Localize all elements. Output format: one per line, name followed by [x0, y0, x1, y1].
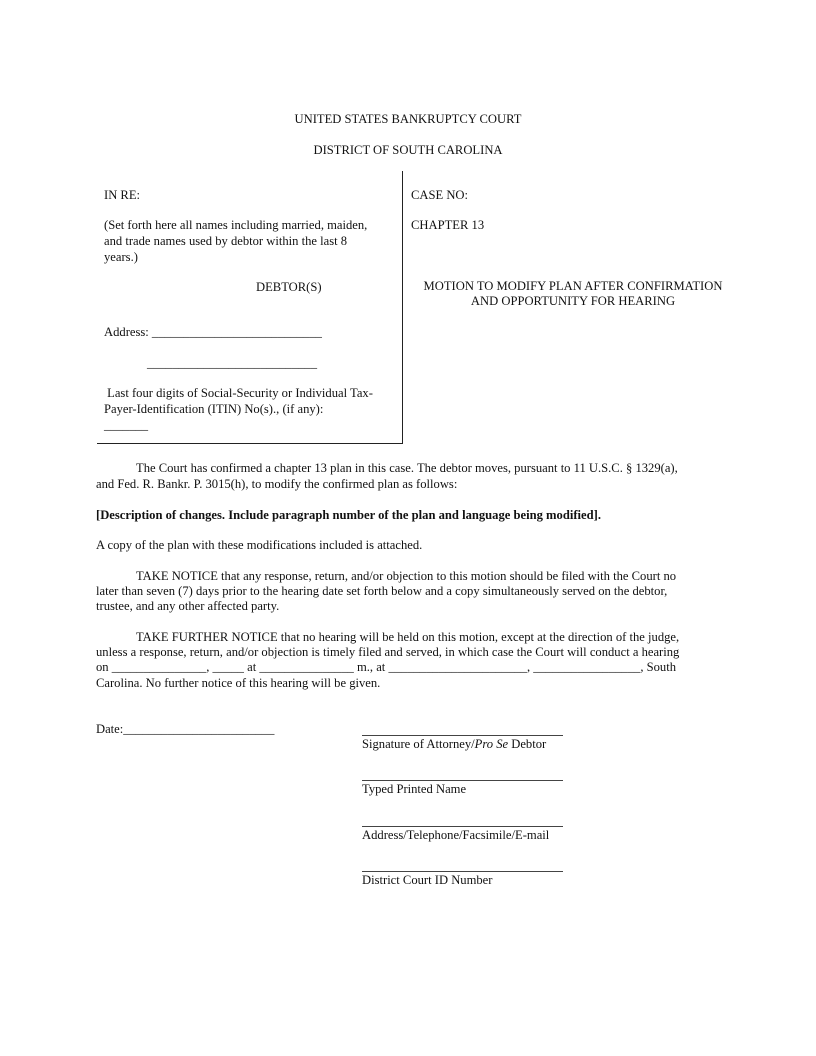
typed-name-label: Typed Printed Name — [362, 782, 467, 796]
typed-name-line — [362, 780, 563, 781]
ssn-blank: _______ — [104, 418, 149, 432]
debtors-label: DEBTOR(S) — [256, 280, 322, 294]
copy-statement: A copy of the plan with these modifications included is attached. — [96, 538, 423, 552]
names-instruction-line: years.) — [104, 250, 138, 264]
signature-label: Signature of Attorney/Pro Se Debtor — [362, 737, 547, 751]
district-title: DISTRICT OF SOUTH CAROLINA — [313, 143, 503, 157]
ssn-label: Last four digits of Social-Security or Individual Tax- — [104, 386, 373, 400]
case-no-label: CASE NO: — [411, 188, 469, 202]
court-title: UNITED STATES BANKRUPTCY COURT — [294, 112, 522, 126]
paragraph-line: later than seven (7) days prior to the hearing date set forth below and a copy simultaneously served on the debtor, — [96, 584, 668, 598]
address-field: Address: ___________________________ — [104, 325, 322, 339]
motion-title: AND OPPORTUNITY FOR HEARING — [470, 294, 676, 308]
address-field-line2: ___________________________ — [147, 356, 318, 370]
description-instruction: [Description of changes. Include paragraph number of the plan and language being modified]. — [96, 508, 601, 522]
paragraph-line: TAKE NOTICE that any response, return, and/or objection to this motion should be filed with the Court no — [136, 569, 677, 583]
caption-divider — [402, 171, 403, 444]
paragraph-line: and Fed. R. Bankr. P. 3015(h), to modify the confirmed plan as follows: — [96, 477, 458, 491]
ssn-label: Payer-Identification (ITIN) No(s)., (if any): — [104, 402, 324, 416]
paragraph-line: The Court has confirmed a chapter 13 plan in this case. The debtor moves, pursuant to 11 U.S.C. § 1329(a), — [136, 461, 678, 475]
court-id-line — [362, 871, 563, 872]
paragraph-line: trustee, and any other affected party. — [96, 599, 280, 613]
paragraph-line: TAKE FURTHER NOTICE that no hearing will be held on this motion, except at the direction of the judge, — [136, 630, 680, 644]
in-re-label: IN RE: — [104, 188, 141, 202]
court-id-label: District Court ID Number — [362, 873, 493, 887]
date-field: Date:________________________ — [96, 722, 275, 736]
names-instruction-line: (Set forth here all names including married, maiden, — [104, 218, 368, 232]
hearing-details-line: on _______________, _____ at _______________ m., at ______________________, _________________, South — [96, 660, 677, 674]
paragraph-line: Carolina. No further notice of this hearing will be given. — [96, 676, 381, 690]
address-label: Address/Telephone/Facsimile/E-mail — [362, 828, 550, 842]
names-instruction-line: and trade names used by debtor within the last 8 — [104, 234, 348, 248]
motion-title: MOTION TO MODIFY PLAN AFTER CONFIRMATION — [423, 279, 723, 293]
signature-line — [362, 735, 563, 736]
caption-bottom-rule — [97, 443, 403, 444]
chapter-label: CHAPTER 13 — [411, 218, 485, 232]
address-line — [362, 826, 563, 827]
paragraph-line: unless a response, return, and/or objection is timely filed and served, in which case the Court will conduct a hearing — [96, 645, 680, 659]
